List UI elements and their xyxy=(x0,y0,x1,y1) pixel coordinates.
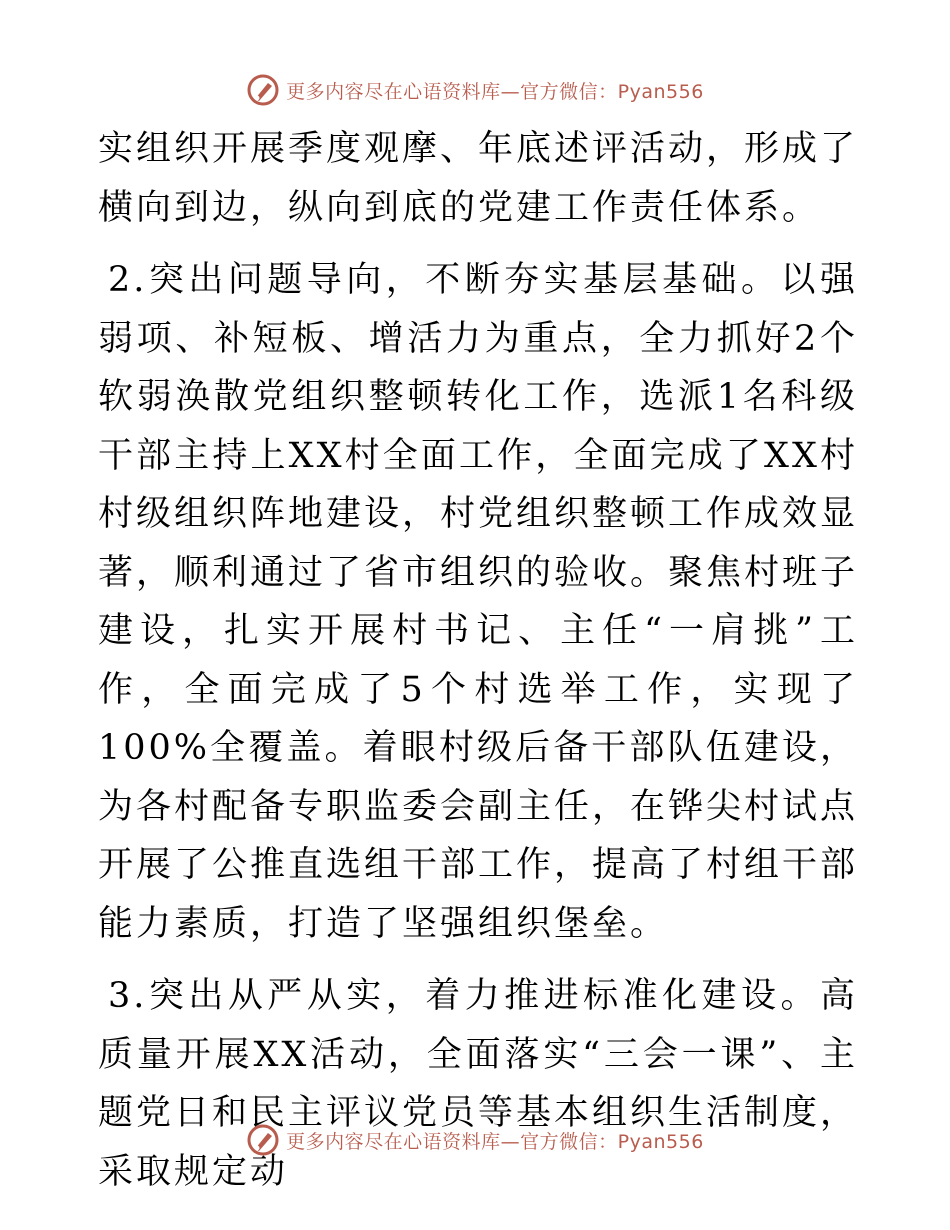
pen-logo-icon xyxy=(246,73,280,107)
paragraph-continuation: 实组织开展季度观摩、年底述评活动，形成了横向到边，纵向到底的党建工作责任体系。 xyxy=(98,129,859,228)
watermark-text: 更多内容尽在心语资料库—官方微信：Pyan556 xyxy=(286,1130,704,1153)
paragraph-section-3: 3.突出从严从实，着力推进标准化建设。高质量开展XX活动，全面落实“三会一课”、主题党日和民主评议党员等基本组织生活制度，采取规定动 xyxy=(98,976,859,1192)
document-body xyxy=(98,120,858,1201)
header-watermark xyxy=(0,70,950,110)
paragraph-section-2: 2.突出问题导向，不断夯实基层基础。以强弱项、补短板、增活力为重点，全力抓好2个软弱涣散党组织整顿转化工作，选派1名科级干部主持上XX村全面工作，全面完成了XX村村级组织阵地建设，村党组织整顿工作成效显著，顺利通过了省市组织的验收。聚焦村班子建设，扎实开展村书记、主任“一肩挑”工作，全面完成了5个村选举工作，实现了100%全覆盖。着眼村级后备干部队伍建设，为各村配备专职监委会副主任，在铧尖村试点开展了公推直选组干部工作，提高了村组干部能力素质，打造了坚强组织堡垒。 xyxy=(98,260,859,944)
watermark-text: 更多内容尽在心语资料库—官方微信：Pyan556 xyxy=(286,80,704,103)
pen-logo-icon xyxy=(246,1123,280,1157)
footer-watermark xyxy=(0,1120,950,1160)
